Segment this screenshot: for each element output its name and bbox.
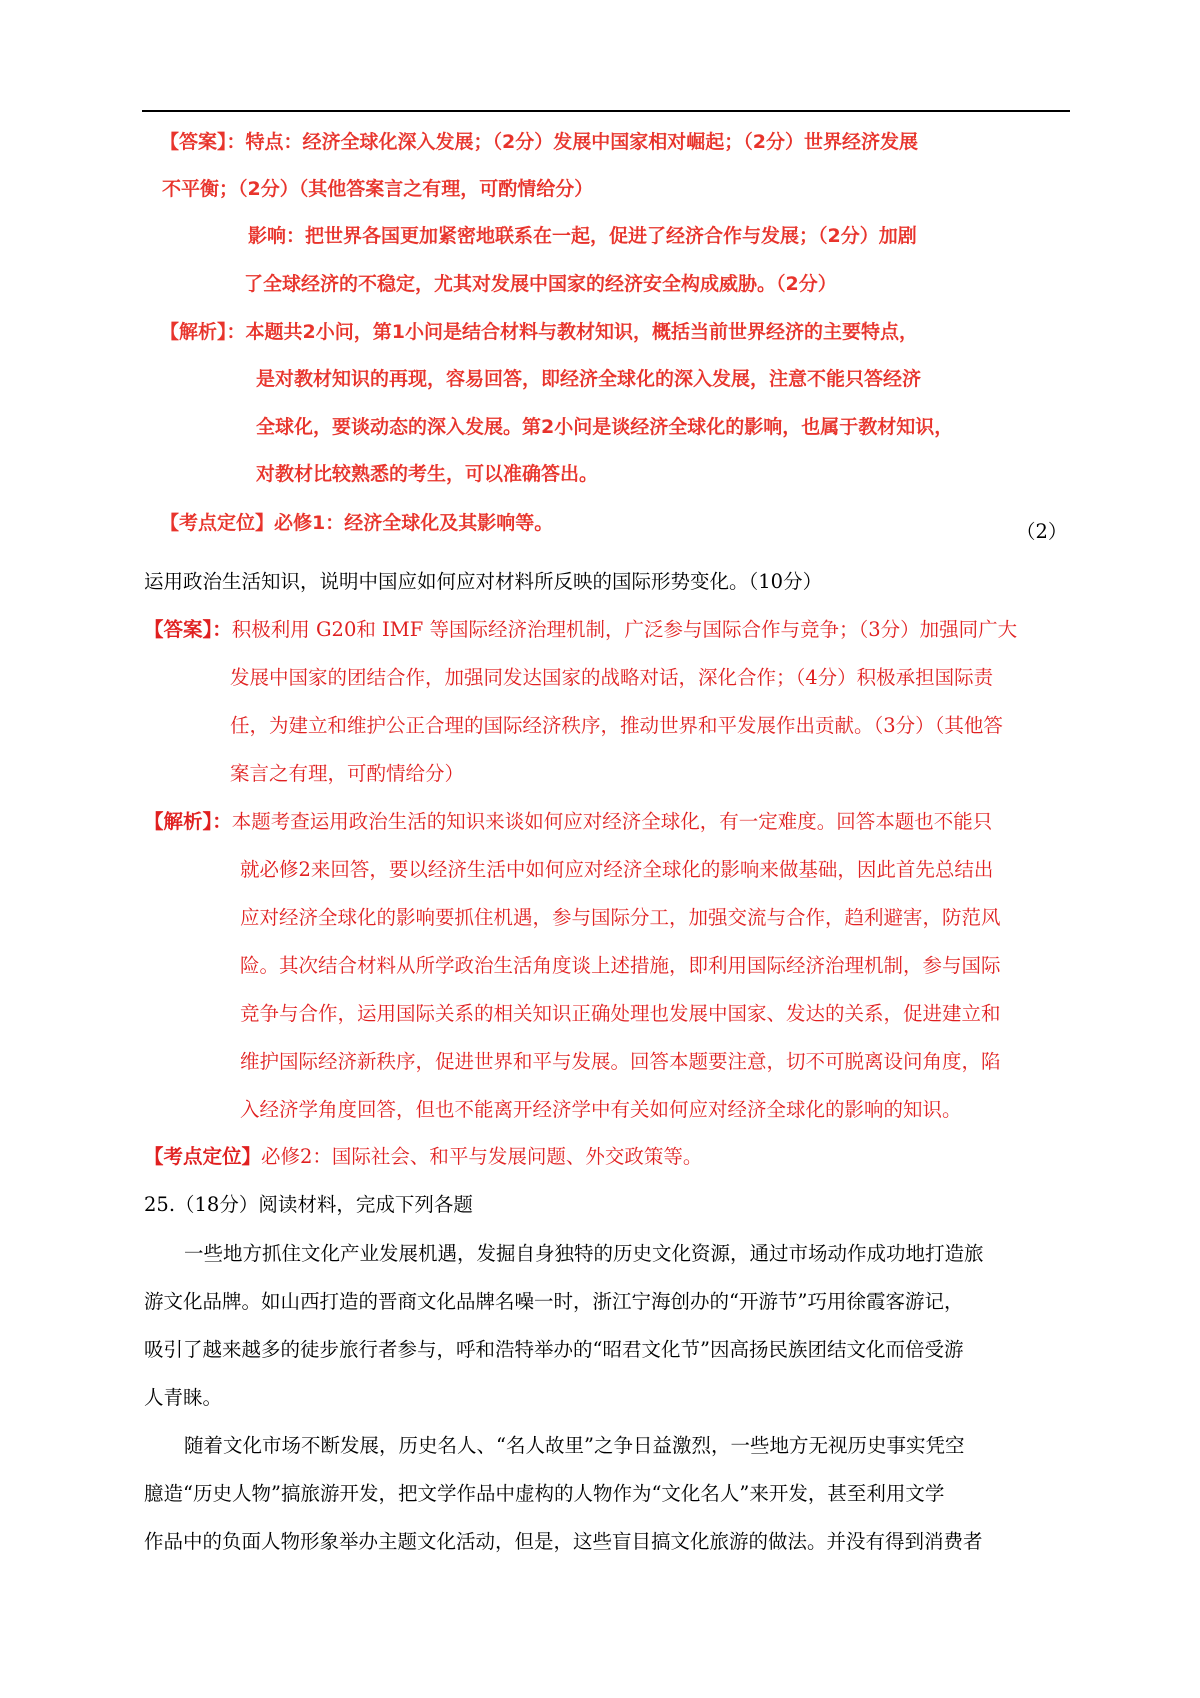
- material-line: 一些地方抓住文化产业发展机遇，发掘自身独特的历史文化资源，通过市场动作成功地打造旅: [184, 1242, 984, 1265]
- material-line: 游文化品牌。如山西打造的晋商文化品牌名噪一时，浙江宁海创办的“开游节”巧用徐霞客游记，: [144, 1290, 964, 1313]
- analysis-line: 险。其次结合材料从所学政治生活角度谈上述措施，即利用国际经济治理机制，参与国际: [240, 954, 1001, 977]
- analysis-tag: 【解析】：: [144, 810, 232, 833]
- analysis-line: 全球化，要谈动态的深入发展。第2小问是谈经济全球化的影响，也属于教材知识，: [256, 416, 954, 438]
- answer-tag: 【答案】：: [160, 131, 246, 153]
- answer-line: [160, 133, 918, 152]
- analysis-line: 是对教材知识的再现，容易回答，即经济全球化的深入发展，注意不能只答经济: [256, 368, 922, 390]
- analysis-line: 应对经济全球化的影响要抓住机遇，参与国际分工，加强交流与合作，趋利避害，防范风: [240, 906, 1001, 929]
- analysis-line: 入经济学角度回答，但也不能离开经济学中有关如何应对经济全球化的影响的知识。: [240, 1098, 962, 1121]
- header-rule: [142, 110, 1070, 112]
- answer-line: 了全球经济的不稳定，尤其对发展中国家的经济安全构成威胁。（2分）: [244, 273, 837, 295]
- knowledge-point-text: 必修1：经济全球化及其影响等。: [274, 512, 554, 534]
- knowledge-point-text: 必修2：国际社会、和平与发展问题、外交政策等。: [261, 1145, 703, 1168]
- knowledge-point-line: [144, 1147, 702, 1167]
- answer-tag: 【答案】：: [144, 618, 232, 641]
- material-line: 吸引了越来越多的徒步旅行者参与，呼和浩特举办的“昭君文化节”因高扬民族团结文化而倍受游: [144, 1338, 964, 1361]
- question-title: 25.（18分）阅读材料，完成下列各题: [144, 1193, 473, 1216]
- knowledge-point-line: [160, 514, 553, 533]
- answer-line: 发展中国家的团结合作，加强同发达国家的战略对话，深化合作；（4分）积极承担国际责: [230, 666, 994, 689]
- question-number: （2）: [1016, 520, 1068, 543]
- knowledge-point-tag: 【考点定位】: [144, 1145, 262, 1168]
- analysis-line: 竞争与合作，运用国际关系的相关知识正确处理也发展中国家、发达的关系，促进建立和: [240, 1002, 1001, 1025]
- analysis-text: 本题考查运用政治生活的知识来谈如何应对经济全球化，有一定难度。回答本题也不能只: [231, 810, 993, 833]
- question-text: 运用政治生活知识，说明中国应如何应对材料所反映的国际形势变化。（10分）: [144, 570, 823, 593]
- knowledge-point-tag: 【考点定位】: [160, 512, 275, 534]
- answer-line: [144, 620, 1017, 640]
- answer-line: 任，为建立和维护公正合理的国际经济秩序，推动世界和平发展作出贡献。（3分）（其他答: [230, 714, 1003, 737]
- answer-line: 案言之有理，可酌情给分）: [230, 762, 465, 785]
- analysis-tag: 【解析】：: [160, 321, 246, 343]
- answer-line: 影响：把世界各国更加紧密地联系在一起，促进了经济合作与发展；（2分）加剧: [248, 225, 917, 247]
- material-line: 人青睐。: [144, 1386, 223, 1409]
- analysis-line: [144, 812, 992, 832]
- answer-text: 积极利用 G20和 IMF 等国际经济治理机制，广泛参与国际合作与竞争；（3分）加强同广大: [231, 618, 1018, 641]
- analysis-line: [160, 323, 918, 342]
- answer-line: 不平衡；（2分）（其他答案言之有理，可酌情给分）: [162, 178, 594, 200]
- analysis-line: 对教材比较熟悉的考生，可以准确答出。: [256, 463, 599, 485]
- analysis-text: 本题共2小问，第1小问是结合材料与教材知识，概括当前世界经济的主要特点，: [245, 321, 918, 343]
- material-line: 随着文化市场不断发展，历史名人、“名人故里”之争日益激烈，一些地方无视历史事实凭空: [184, 1434, 965, 1457]
- analysis-line: 就必修2来回答，要以经济生活中如何应对经济全球化的影响来做基础，因此首先总结出: [240, 858, 994, 881]
- material-line: 作品中的负面人物形象举办主题文化活动，但是，这些盲目搞文化旅游的做法。并没有得到消费者: [144, 1530, 983, 1553]
- material-line: 臆造“历史人物”搞旅游开发，把文学作品中虚构的人物作为“文化名人”来开发，甚至利用文学: [144, 1482, 945, 1505]
- analysis-line: 维护国际经济新秩序，促进世界和平与发展。回答本题要注意，切不可脱离设问角度，陷: [240, 1050, 1001, 1073]
- answer-text: 特点：经济全球化深入发展；（2分）发展中国家相对崛起；（2分）世界经济发展: [245, 131, 918, 153]
